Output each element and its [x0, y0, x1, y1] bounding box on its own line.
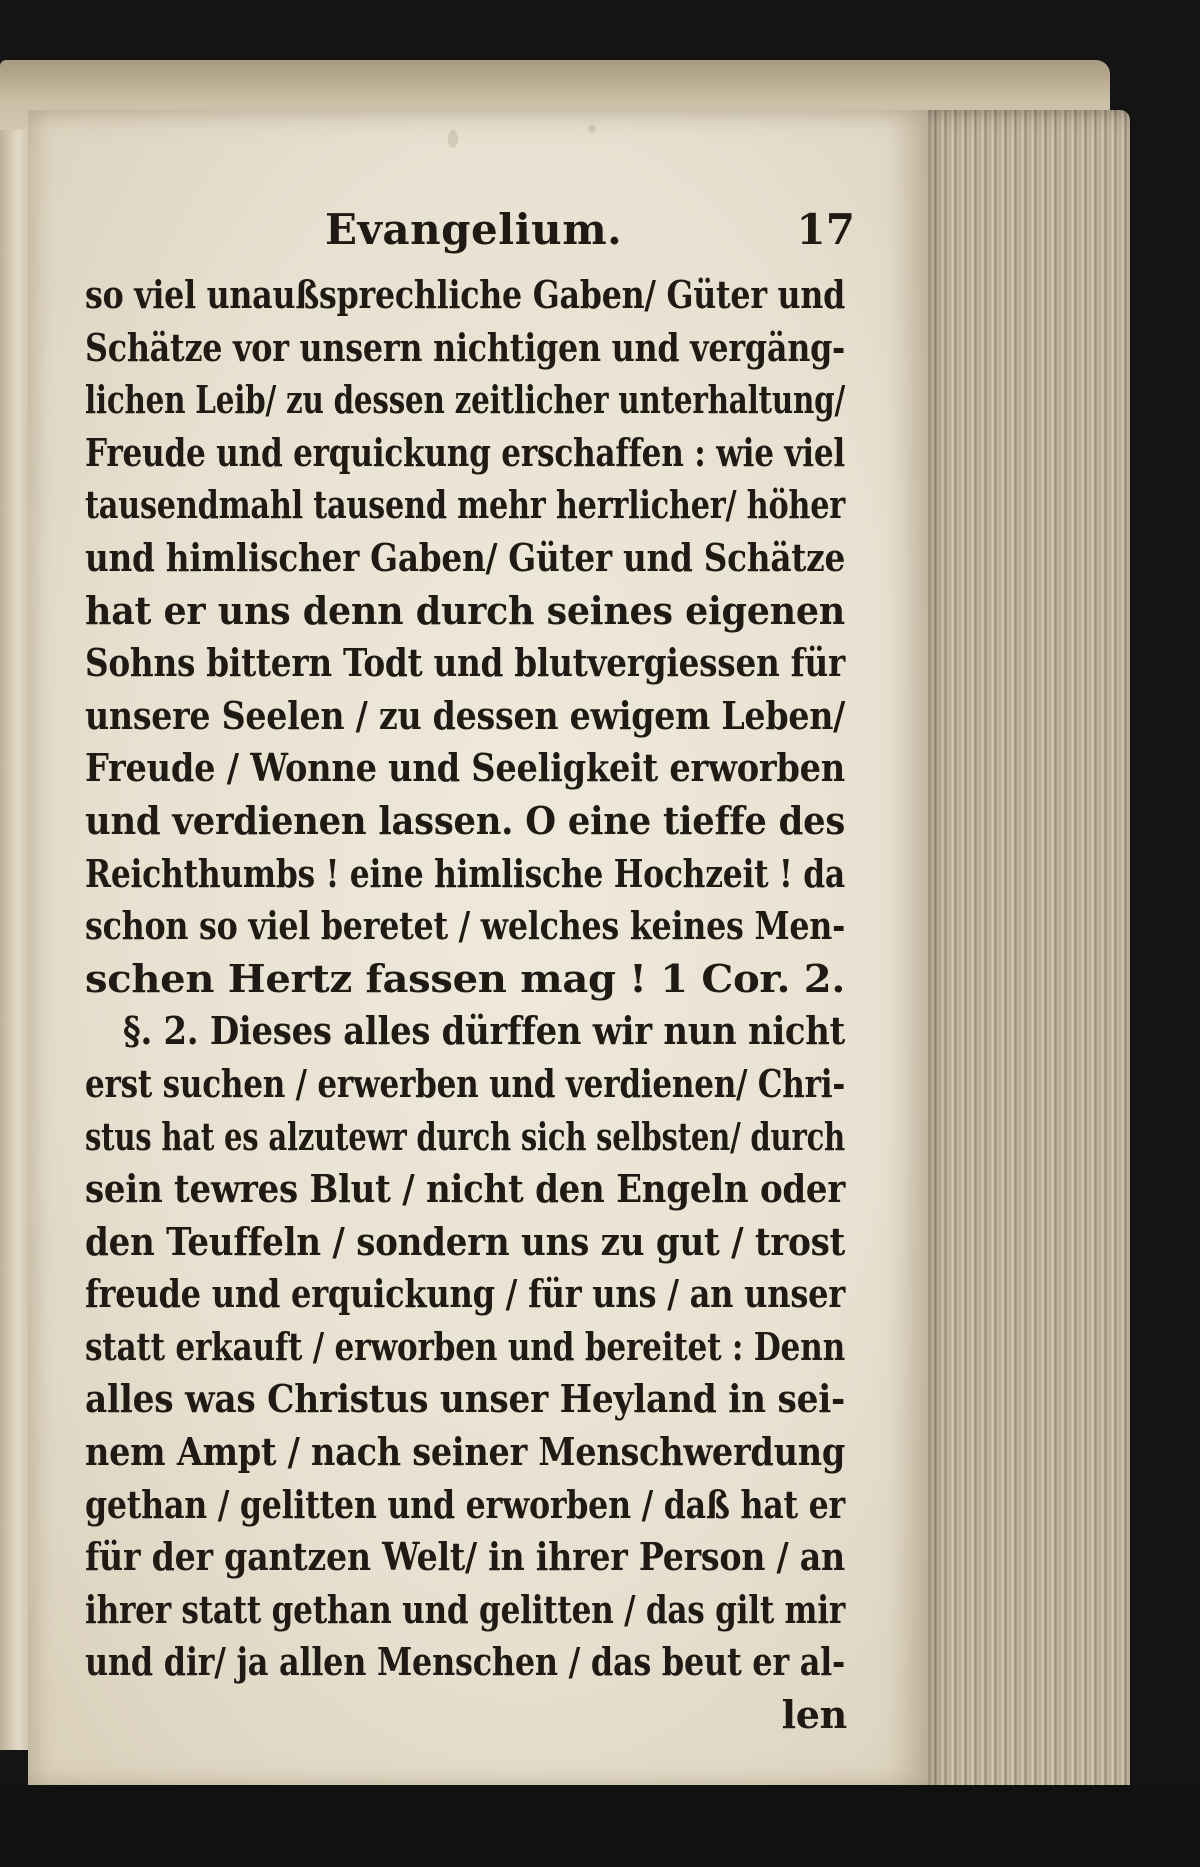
text-line: Schätze vor unsern nichtigen und vergäng-: [85, 324, 845, 370]
text-line: so viel unaußsprechliche Gaben/ Güter und: [85, 272, 845, 317]
text-line: und himlischer Gaben/ Güter und Schätze: [85, 534, 845, 580]
text-line: hat er uns denn durch seines eigenen: [85, 587, 845, 633]
text-line: alles was Christus unser Heyland in sei-: [85, 1376, 845, 1422]
text-line: und verdienen lassen. O eine tieffe des: [85, 797, 845, 843]
text-line: Sohns bittern Todt und blutvergiessen für: [85, 640, 845, 686]
text-line: schen Hertz fassen mag ! 1 Cor. 2.: [85, 955, 845, 1001]
catchword: len: [781, 1692, 847, 1738]
text-line: ihrer statt gethan und gelitten / das gilt mir: [85, 1586, 845, 1632]
text-line: gethan / gelitten und erworben / daß hat er: [85, 1481, 845, 1527]
text-line: Reichthumbs ! eine himlische Hochzeit ! da: [85, 850, 845, 896]
page-header: [85, 205, 865, 267]
text-line: erst suchen / erwerben und verdienen/ Chri-: [85, 1060, 845, 1106]
text-line: freude und erquickung / für uns / an unser: [85, 1271, 845, 1317]
text-line: Freude und erquickung erschaffen : wie viel: [85, 429, 845, 475]
paragraph-start-line: §. 2. Dieses alles dürffen wir nun nicht: [123, 1008, 845, 1054]
text-line: schon so viel beretet / welches keines Men-: [85, 903, 845, 949]
text-line: sein tewres Blut / nicht den Engeln oder: [85, 1166, 845, 1212]
text-line: Freude / Wonne und Seeligkeit erworben: [85, 745, 845, 791]
facing-page-edge: [0, 130, 30, 1750]
page-number: 17: [796, 205, 855, 254]
text-line: für der gantzen Welt/ in ihrer Person / an: [85, 1534, 845, 1580]
text-line: stus hat es alzutewr durch sich selbsten/ durch: [85, 1113, 845, 1159]
text-line: und dir/ ja allen Menschen / das beut er al-: [85, 1639, 845, 1685]
background-bottom: [0, 1785, 1200, 1867]
body-text: [85, 269, 865, 1742]
running-title: Evangelium.: [325, 205, 623, 254]
text-line: statt erkauft / erworben und bereitet : Denn: [85, 1323, 845, 1369]
text-line: nem Ampt / nach seiner Menschwerdung: [85, 1429, 845, 1475]
page-text-block: [85, 205, 865, 1742]
book-fore-edge: [915, 110, 1130, 1810]
text-line: tausendmahl tausend mehr herrlicher/ höher: [85, 482, 845, 528]
text-line: unsere Seelen / zu dessen ewigem Leben/: [85, 692, 845, 738]
text-line: lichen Leib/ zu dessen zeitlicher unterhaltung/: [85, 377, 845, 423]
text-line: den Teuffeln / sondern uns zu gut / trost: [85, 1218, 845, 1264]
